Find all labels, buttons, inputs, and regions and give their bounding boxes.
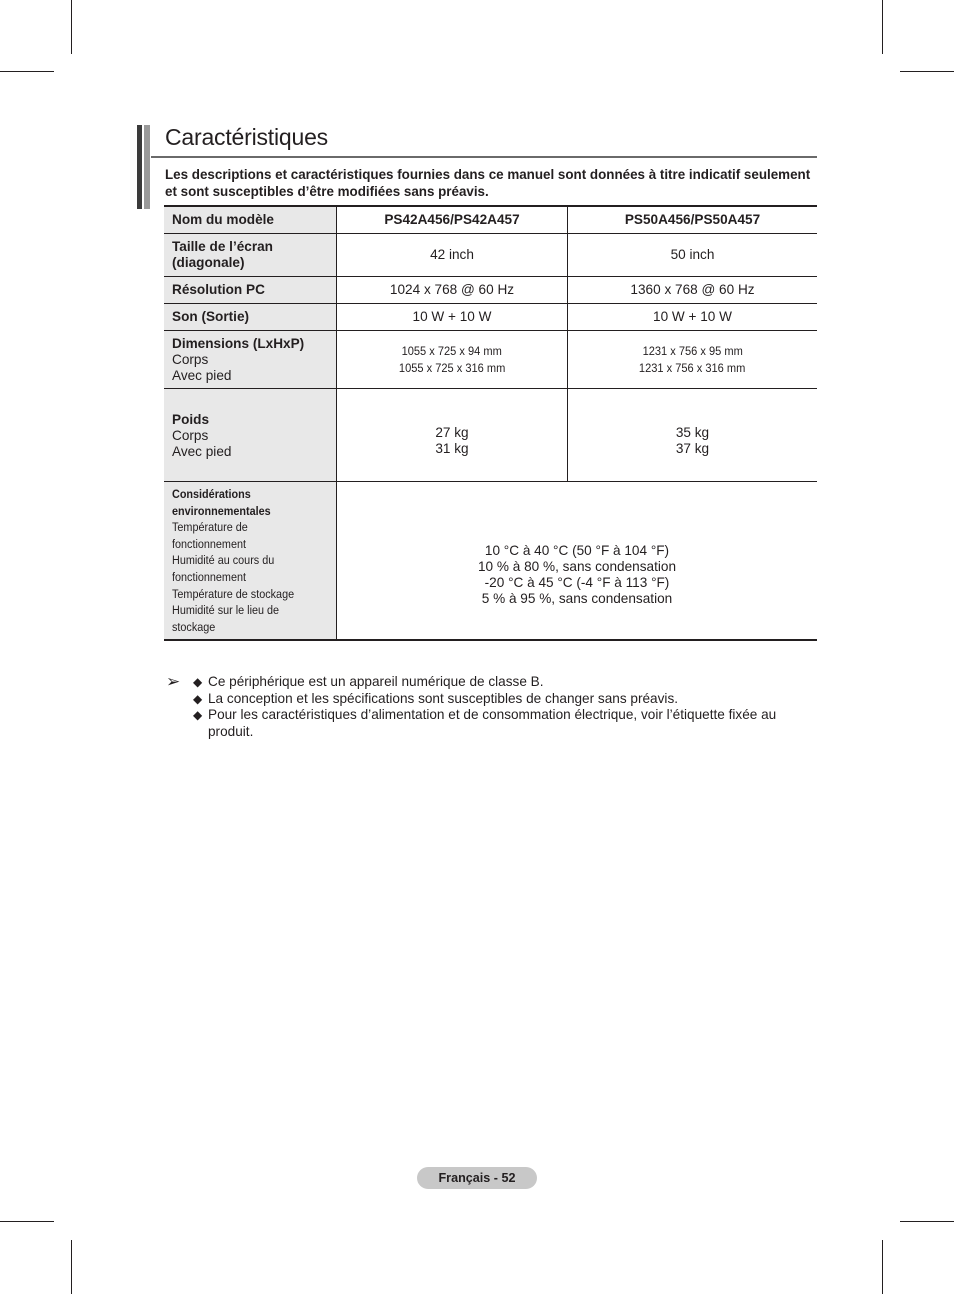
crop-mark <box>0 1221 54 1222</box>
weight-label: Poids Corps Avec pied <box>164 389 337 482</box>
note-item: ◆ Pour les caractéristiques d’alimentation et de consommation électrique, voir l’étiquette fixée au produit. <box>193 707 777 739</box>
resolution-label: Résolution PC <box>164 277 337 304</box>
table-row-weight <box>164 389 817 482</box>
table-row-dimensions <box>164 331 817 389</box>
environment-values: 10 °C à 40 °C (50 °F à 104 °F) 10 % à 80 %, sans condensation -20 °C à 45 °C (-4 °F à 113 °F) 5 % à 95 %, sans condensation <box>478 542 676 606</box>
specifications-table <box>164 205 817 641</box>
dimensions-model1: 1055 x 725 x 94 mm 1055 x 725 x 316 mm <box>337 331 568 389</box>
screen-size-label: Taille de l’écran (diagonale) <box>164 234 337 277</box>
screen-size-model1: 42 inch <box>337 234 568 277</box>
table-row-screen-size <box>164 234 817 277</box>
resolution-model1: 1024 x 768 @ 60 Hz <box>337 277 568 304</box>
resolution-model2: 1360 x 768 @ 60 Hz <box>630 282 755 297</box>
crop-mark <box>882 1240 883 1294</box>
crop-mark <box>900 1221 954 1222</box>
screen-size-model2: 50 inch <box>670 247 715 262</box>
diamond-bullet-icon: ◆ <box>193 708 203 723</box>
crop-mark <box>71 0 72 54</box>
sound-label: Son (Sortie) <box>164 304 337 331</box>
model1-header: PS42A456/PS42A457 <box>337 206 568 234</box>
dimensions-label: Dimensions (LxHxP) Corps Avec pied <box>164 331 337 389</box>
crop-mark <box>882 0 883 54</box>
diamond-bullet-icon: ◆ <box>193 675 203 689</box>
weight-model2: 35 kg 37 kg <box>675 425 710 456</box>
table-row-environment <box>164 482 817 641</box>
model2-header: PS50A456/PS50A457 <box>624 212 761 227</box>
page-number-badge: Français - 52 <box>417 1167 537 1189</box>
note-item: ◆ Ce périphérique est un appareil numérique de classe B. <box>193 674 544 689</box>
weight-model1: 27 kg 31 kg <box>337 389 568 482</box>
environment-label: Considérations environnementales Température de fonctionnement Humidité au cours du fonctionnement Température de stockage Humidité sur le lieu de stockage <box>164 482 337 641</box>
crop-mark <box>900 71 954 72</box>
crop-mark <box>71 1240 72 1294</box>
dimensions-model2: 1231 x 756 x 95 mm 1231 x 756 x 316 mm <box>639 343 746 375</box>
sound-model1: 10 W + 10 W <box>337 304 568 331</box>
table-header-row <box>164 206 817 234</box>
note-arrow-icon: ➢ <box>166 672 181 691</box>
table-row-sound <box>164 304 817 331</box>
note-item: ◆ La conception et les spécifications sont susceptibles de changer sans préavis. <box>193 690 679 706</box>
intro-text: Les descriptions et caractéristiques fournies dans ce manuel sont données à titre indicatif seulement et sont susceptibles d’être modifiées sans préavis. <box>165 167 811 199</box>
diamond-bullet-icon: ◆ <box>193 691 203 706</box>
title-underline <box>151 156 817 158</box>
crop-mark <box>0 71 54 72</box>
notes-list <box>193 674 818 740</box>
title-accent-bar <box>137 125 151 209</box>
table-row-resolution <box>164 277 817 304</box>
model-name-header: Nom du modèle <box>164 206 337 234</box>
page-title: Caractéristiques <box>165 124 328 150</box>
sound-model2: 10 W + 10 W <box>653 309 732 324</box>
